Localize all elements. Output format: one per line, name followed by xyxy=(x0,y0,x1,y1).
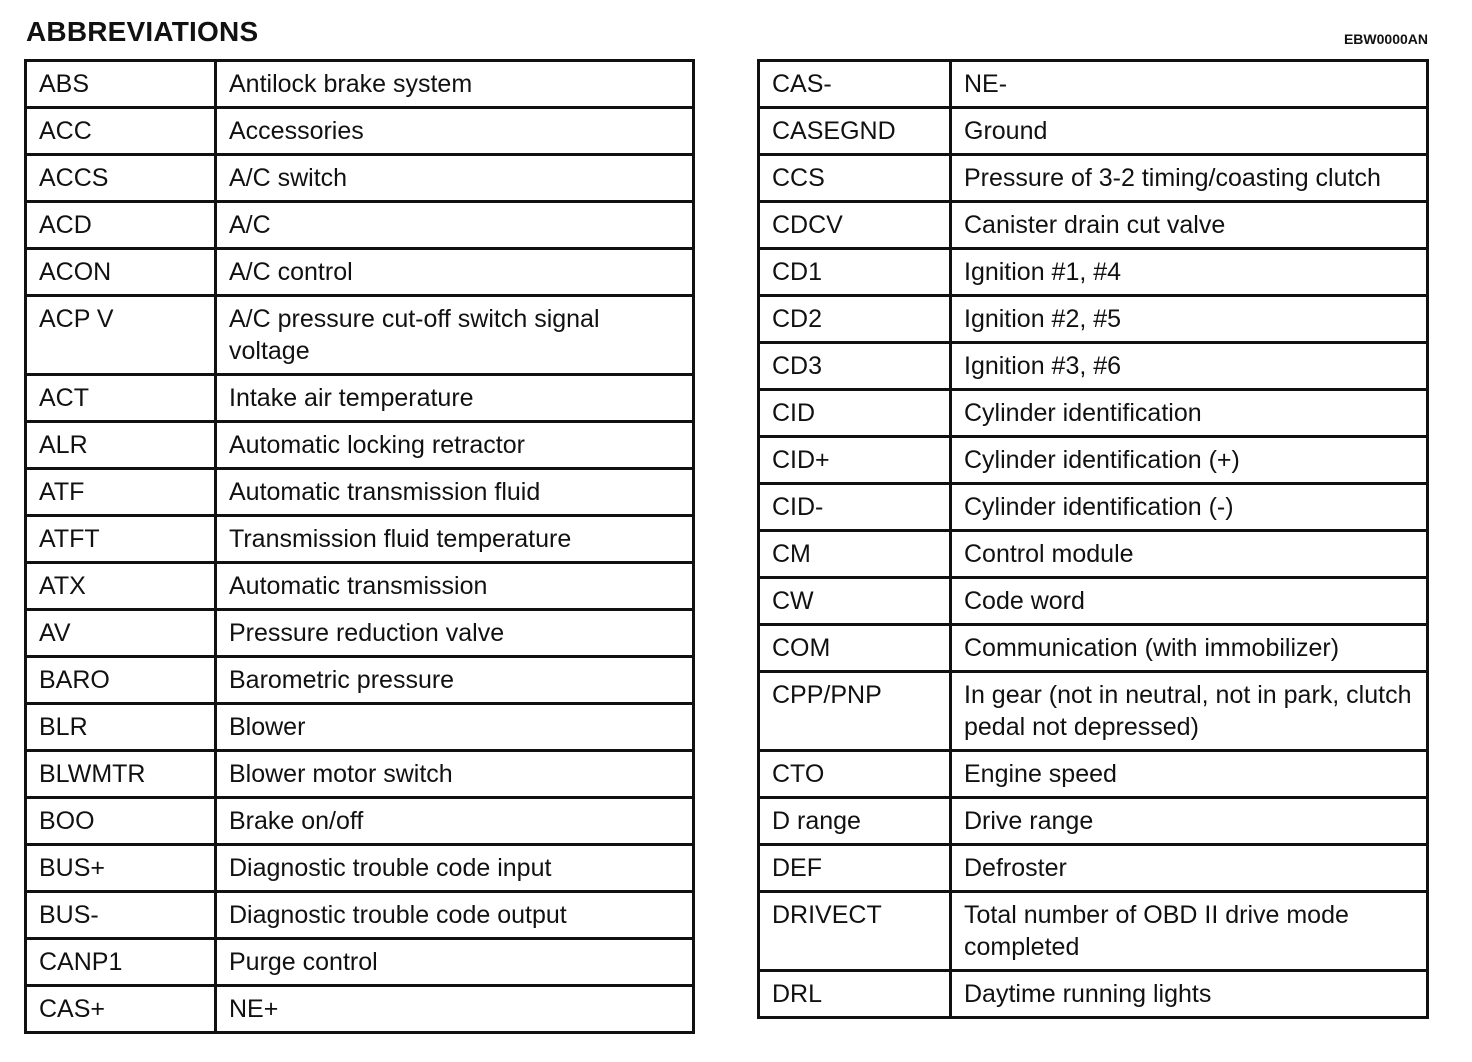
abbr-cell: COM xyxy=(759,625,951,672)
meaning-cell: NE- xyxy=(951,61,1428,108)
table-row xyxy=(759,798,1428,845)
table-row xyxy=(759,249,1428,296)
table-row xyxy=(26,516,694,563)
meaning-cell: Automatic transmission xyxy=(216,563,694,610)
meaning-cell: Pressure reduction valve xyxy=(216,610,694,657)
meaning-cell: Transmission fluid temperature xyxy=(216,516,694,563)
abbr-cell: CID xyxy=(759,390,951,437)
table-row xyxy=(26,202,694,249)
table-row xyxy=(759,578,1428,625)
abbr-cell: CTO xyxy=(759,751,951,798)
meaning-cell: Automatic transmission fluid xyxy=(216,469,694,516)
abbr-cell: CD2 xyxy=(759,296,951,343)
abbr-cell: ACP V xyxy=(26,296,216,375)
left-abbreviation-table xyxy=(24,59,695,1034)
abbr-cell: BLWMTR xyxy=(26,751,216,798)
meaning-cell: Ignition #1, #4 xyxy=(951,249,1428,296)
table-row xyxy=(26,61,694,108)
meaning-cell: A/C xyxy=(216,202,694,249)
meaning-cell: Brake on/off xyxy=(216,798,694,845)
meaning-cell: Diagnostic trouble code output xyxy=(216,892,694,939)
abbr-cell: CPP/PNP xyxy=(759,672,951,751)
right-abbreviation-table xyxy=(757,59,1429,1019)
abbr-cell: BARO xyxy=(26,657,216,704)
meaning-cell: Communication (with immobilizer) xyxy=(951,625,1428,672)
abbr-cell: ABS xyxy=(26,61,216,108)
table-row xyxy=(759,625,1428,672)
meaning-cell: Ignition #3, #6 xyxy=(951,343,1428,390)
table-row xyxy=(759,484,1428,531)
table-row xyxy=(26,108,694,155)
table-row xyxy=(26,657,694,704)
meaning-cell: Engine speed xyxy=(951,751,1428,798)
abbr-cell: ATX xyxy=(26,563,216,610)
meaning-cell: In gear (not in neutral, not in park, clutch pedal not depressed) xyxy=(951,672,1428,751)
abbr-cell: BLR xyxy=(26,704,216,751)
abbr-cell: ATF xyxy=(26,469,216,516)
table-row xyxy=(26,249,694,296)
abbr-cell: DRL xyxy=(759,971,951,1018)
table-row xyxy=(759,971,1428,1018)
abbr-cell: ATFT xyxy=(26,516,216,563)
table-row xyxy=(26,798,694,845)
meaning-cell: Canister drain cut valve xyxy=(951,202,1428,249)
table-row xyxy=(759,155,1428,202)
abbr-cell: CAS- xyxy=(759,61,951,108)
meaning-cell: Cylinder identification (+) xyxy=(951,437,1428,484)
abbr-cell: ACT xyxy=(26,375,216,422)
meaning-cell: Code word xyxy=(951,578,1428,625)
abbr-cell: CCS xyxy=(759,155,951,202)
abbr-cell: CD1 xyxy=(759,249,951,296)
page-title: ABBREVIATIONS xyxy=(26,16,259,47)
meaning-cell: A/C control xyxy=(216,249,694,296)
table-row xyxy=(759,296,1428,343)
meaning-cell: Antilock brake system xyxy=(216,61,694,108)
meaning-cell: Ground xyxy=(951,108,1428,155)
abbr-cell: CID- xyxy=(759,484,951,531)
table-row xyxy=(759,437,1428,484)
table-row xyxy=(26,469,694,516)
abbr-cell: ACD xyxy=(26,202,216,249)
table-row xyxy=(26,296,694,375)
meaning-cell: Total number of OBD II drive mode completed xyxy=(951,892,1428,971)
meaning-cell: Daytime running lights xyxy=(951,971,1428,1018)
meaning-cell: Cylinder identification xyxy=(951,390,1428,437)
abbr-cell: CASEGND xyxy=(759,108,951,155)
meaning-cell: Pressure of 3-2 timing/coasting clutch xyxy=(951,155,1428,202)
table-row xyxy=(759,108,1428,155)
table-row xyxy=(759,892,1428,971)
table-row xyxy=(26,892,694,939)
abbr-cell: BUS+ xyxy=(26,845,216,892)
abbr-cell: CAS+ xyxy=(26,986,216,1033)
table-row xyxy=(26,422,694,469)
abbr-cell: ALR xyxy=(26,422,216,469)
table-row xyxy=(26,704,694,751)
table-row xyxy=(759,672,1428,751)
meaning-cell: Intake air temperature xyxy=(216,375,694,422)
table-row xyxy=(759,531,1428,578)
meaning-cell: Blower motor switch xyxy=(216,751,694,798)
abbr-cell: CM xyxy=(759,531,951,578)
abbr-cell: AV xyxy=(26,610,216,657)
table-row xyxy=(26,610,694,657)
meaning-cell: NE+ xyxy=(216,986,694,1033)
abbr-cell: CW xyxy=(759,578,951,625)
meaning-cell: Barometric pressure xyxy=(216,657,694,704)
abbr-cell: CD3 xyxy=(759,343,951,390)
meaning-cell: Cylinder identification (-) xyxy=(951,484,1428,531)
abbr-cell: CANP1 xyxy=(26,939,216,986)
meaning-cell: Control module xyxy=(951,531,1428,578)
table-row xyxy=(26,939,694,986)
abbr-cell: BUS- xyxy=(26,892,216,939)
abbr-cell: ACC xyxy=(26,108,216,155)
meaning-cell: Defroster xyxy=(951,845,1428,892)
abbr-cell: ACCS xyxy=(26,155,216,202)
table-row xyxy=(759,751,1428,798)
table-row xyxy=(759,202,1428,249)
abbr-cell: D range xyxy=(759,798,951,845)
table-row xyxy=(26,155,694,202)
table-row xyxy=(759,390,1428,437)
abbr-cell: CDCV xyxy=(759,202,951,249)
table-row xyxy=(759,343,1428,390)
meaning-cell: Diagnostic trouble code input xyxy=(216,845,694,892)
document-code: EBW0000AN xyxy=(1343,31,1428,47)
abbr-cell: DRIVECT xyxy=(759,892,951,971)
abbr-cell: DEF xyxy=(759,845,951,892)
meaning-cell: Ignition #2, #5 xyxy=(951,296,1428,343)
table-row xyxy=(26,375,694,422)
table-row xyxy=(759,845,1428,892)
meaning-cell: Accessories xyxy=(216,108,694,155)
abbr-cell: ACON xyxy=(26,249,216,296)
table-row xyxy=(26,563,694,610)
meaning-cell: A/C pressure cut-off switch signal voltage xyxy=(216,296,694,375)
meaning-cell: Blower xyxy=(216,704,694,751)
abbr-cell: BOO xyxy=(26,798,216,845)
table-row xyxy=(26,986,694,1033)
meaning-cell: Automatic locking retractor xyxy=(216,422,694,469)
meaning-cell: Drive range xyxy=(951,798,1428,845)
meaning-cell: Purge control xyxy=(216,939,694,986)
abbr-cell: CID+ xyxy=(759,437,951,484)
table-row xyxy=(26,845,694,892)
meaning-cell: A/C switch xyxy=(216,155,694,202)
table-row xyxy=(759,61,1428,108)
table-row xyxy=(26,751,694,798)
